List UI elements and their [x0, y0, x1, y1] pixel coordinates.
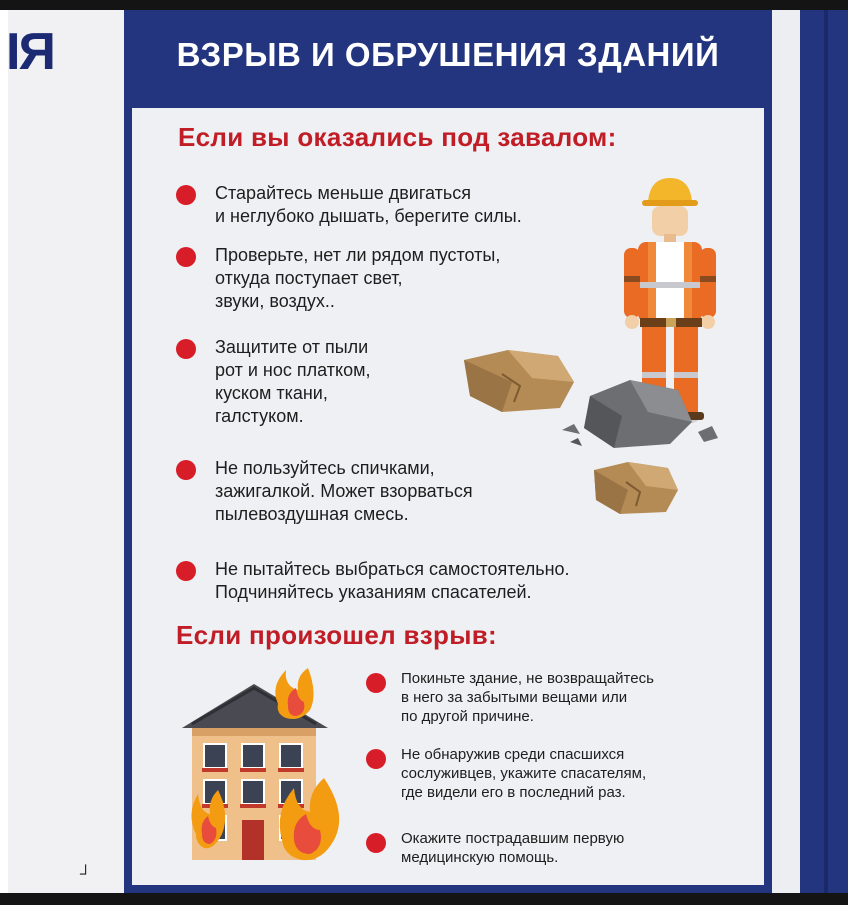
- bullet-dot: [366, 749, 386, 769]
- bullet-dot: [366, 833, 386, 853]
- rock-rubble-icon: [560, 376, 720, 450]
- list-item: [176, 558, 570, 604]
- list-item-text: Не пытайтесь выбраться самостоятельно. Подчиняйтесь указаниям спасателей.: [215, 559, 570, 602]
- list-item: [176, 457, 473, 526]
- corner-mark: ┘: [80, 866, 92, 883]
- list-item-text: Проверьте, нет ли рядом пустоты, откуда поступает свет, звуки, воздух..: [215, 245, 501, 311]
- poster-title: ВЗРЫВ И ОБРУШЕНИЯ ЗДАНИЙ: [176, 36, 720, 73]
- left-page-title-fragment: ІЯ: [6, 23, 54, 81]
- right-neighbor-stripe: [800, 10, 848, 893]
- right-neighbor-page: [772, 10, 800, 893]
- bullet-dot: [366, 673, 386, 693]
- top-border: [0, 0, 848, 10]
- list-item-text: Защитите от пыли рот и нос платком, куском ткани, галстуком.: [215, 337, 371, 426]
- list-item: [176, 336, 370, 427]
- list-item-text: Не обнаружив среди спасшихся сослуживцев, укажите спасателям, где видели его в последний раз.: [401, 746, 647, 801]
- list-item-text: Покиньте здание, не возвращайтесь в него за забытыми вещами или по другой причине.: [401, 670, 654, 725]
- bottom-border: [0, 893, 848, 905]
- list-item: [176, 182, 522, 228]
- list-item: [366, 830, 624, 868]
- list-item: [366, 746, 646, 802]
- section1-heading: Если вы оказались под завалом:: [178, 122, 617, 152]
- bullet-dot: [176, 561, 196, 581]
- burning-building-icon: [178, 664, 358, 864]
- rock-rubble-icon: [462, 348, 576, 414]
- list-item-text: Старайтесь меньше двигаться и неглубоко дышать, берегите силы.: [215, 183, 522, 226]
- bullet-dot: [176, 247, 196, 267]
- bullet-dot: [176, 460, 196, 480]
- left-neighbor-page: [8, 10, 124, 893]
- list-item: [366, 670, 654, 726]
- list-item-text: Не пользуйтесь спичками, зажигалкой. Может взорваться пылевоздушная смесь.: [215, 458, 473, 524]
- rock-rubble-icon: [590, 460, 680, 516]
- list-item-text: Окажите пострадавшим первую медицинскую помощь.: [401, 830, 625, 866]
- bullet-dot: [176, 339, 196, 359]
- bullet-dot: [176, 185, 196, 205]
- section2-heading: Если произошел взрыв:: [176, 620, 497, 650]
- list-item: [176, 244, 500, 313]
